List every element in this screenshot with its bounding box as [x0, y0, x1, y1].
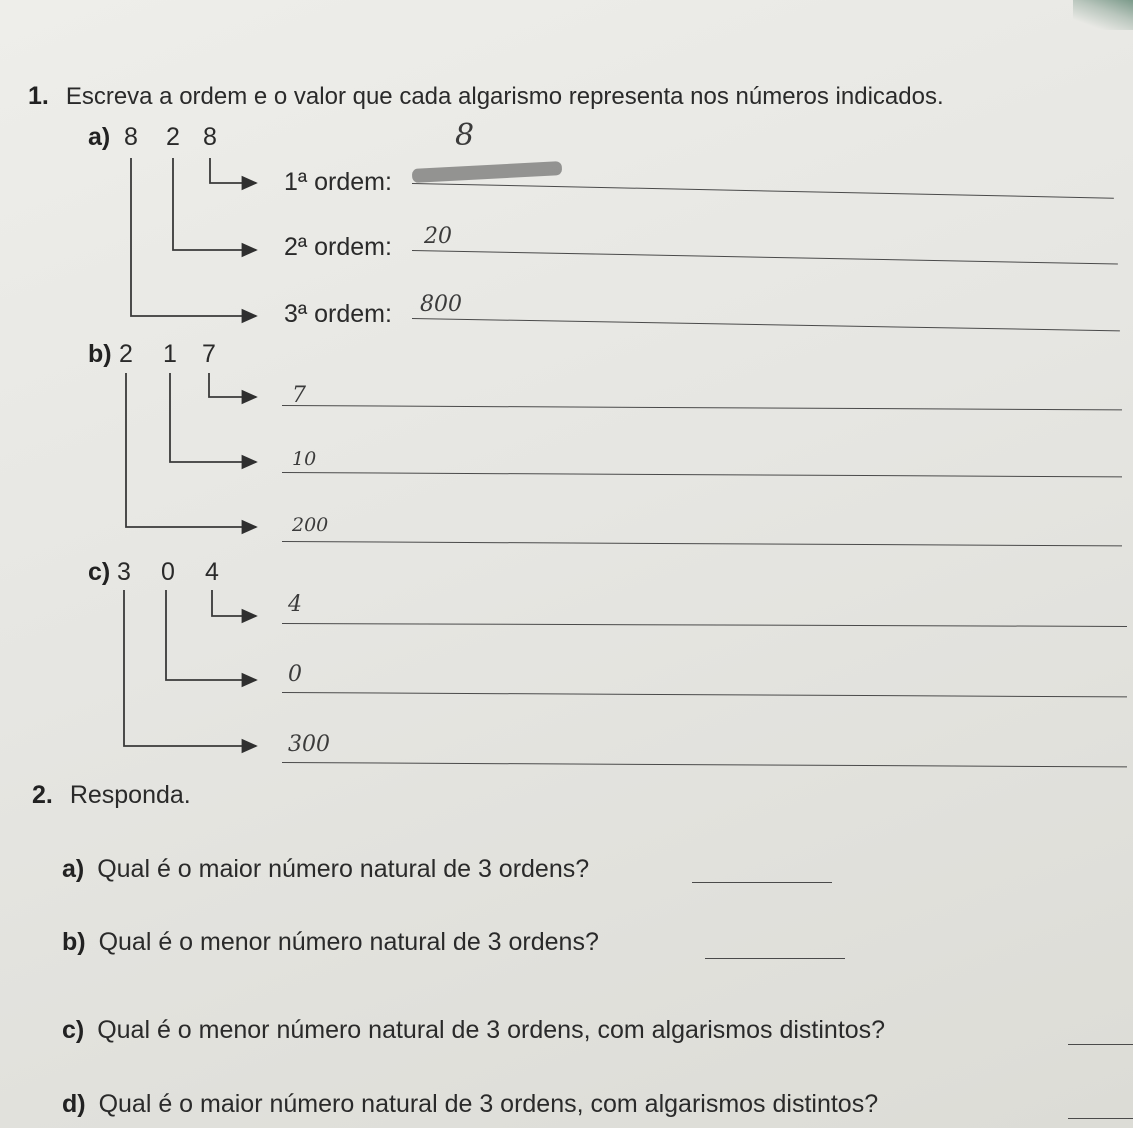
- item-b-digit-2: 1: [163, 340, 177, 368]
- q2-number: 2.: [32, 781, 53, 809]
- q2-heading: [32, 781, 191, 810]
- item-a-digit-3: 8: [203, 123, 217, 151]
- item-a-label-1: 1ª ordem:: [284, 168, 392, 196]
- item-a-label-3: 3ª ordem:: [284, 300, 392, 328]
- item-a-answer-2: 20: [424, 224, 452, 249]
- q2-question-a: a) Qual é o maior número natural de 3 ordens?: [62, 855, 590, 883]
- item-b-letter: b): [88, 340, 112, 368]
- item-b-digit-3: 7: [202, 340, 216, 368]
- q2-question-c: c) Qual é o menor número natural de 3 ordens, com algarismos distintos?: [62, 1016, 886, 1044]
- item-a-digit-1: 8: [124, 123, 138, 151]
- item-c-answer-2: 0: [288, 662, 302, 687]
- item-c-digit-3: 4: [205, 558, 219, 586]
- arrow-a-2: [173, 158, 256, 250]
- q2-question-b: b) Qual é o menor número natural de 3 ordens?: [62, 928, 599, 956]
- item-b-digit-1: 2: [119, 340, 133, 368]
- item-c-answer-1: 4: [288, 592, 302, 617]
- q2-question-d: d) Qual é o maior número natural de 3 ordens, com algarismos distintos?: [62, 1090, 879, 1118]
- item-c-digit-2: 0: [161, 558, 175, 586]
- arrow-c-2: [166, 590, 256, 680]
- item-a-digit-2: 2: [166, 123, 180, 151]
- arrow-b-1: [209, 373, 256, 397]
- answer-line[interactable]: [692, 882, 832, 883]
- q1-number: 1.: [28, 82, 49, 110]
- item-b-answer-1: 7: [292, 383, 306, 408]
- item-c-digit-1: 3: [117, 558, 131, 586]
- answer-line[interactable]: [1068, 1118, 1133, 1119]
- arrow-a-3: [131, 158, 256, 316]
- arrow-c-3: [124, 590, 256, 746]
- item-b-answer-3: 200: [292, 514, 329, 536]
- q2-title: Responda.: [69, 781, 191, 809]
- answer-line[interactable]: [1068, 1044, 1133, 1045]
- arrow-b-2: [170, 373, 256, 462]
- answer-line[interactable]: [705, 958, 845, 959]
- arrow-c-1: [212, 590, 256, 616]
- item-c-answer-3: 300: [288, 732, 330, 757]
- item-a-answer-3: 800: [420, 292, 462, 317]
- item-c-letter: c): [88, 558, 111, 586]
- q1-prompt: Escreva a ordem e o valor que cada algarismo representa nos números indicados.: [65, 83, 944, 110]
- arrow-a-1: [210, 158, 256, 183]
- item-a-label-2: 2ª ordem:: [284, 233, 392, 261]
- item-b-answer-2: 10: [292, 448, 317, 470]
- item-a-letter: a): [88, 123, 111, 151]
- item-a-answer-1: 8: [455, 118, 475, 153]
